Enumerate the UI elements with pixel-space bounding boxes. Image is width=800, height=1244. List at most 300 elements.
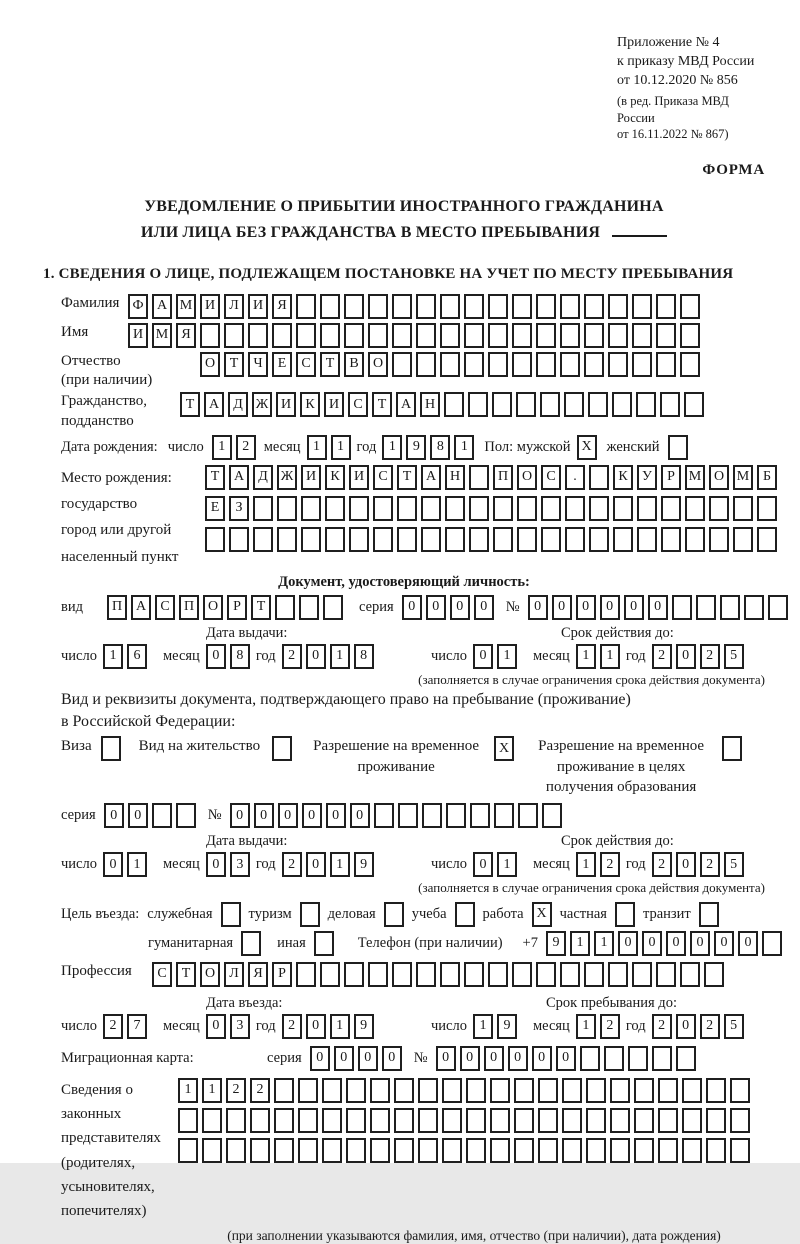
purpose-other-checkbox: [314, 931, 334, 956]
char-cell: [445, 527, 465, 552]
char-cell: [541, 527, 561, 552]
char-cell: [416, 962, 436, 987]
char-cell: [274, 1138, 294, 1163]
char-cell: 1: [127, 852, 147, 877]
char-cell: [466, 1108, 486, 1133]
char-cell: [512, 352, 532, 377]
char-cell: К: [325, 465, 345, 490]
option-visa-checkbox: [101, 736, 121, 761]
char-cell: [536, 962, 556, 987]
char-cell: [398, 803, 418, 828]
char-cell: [685, 496, 705, 521]
doc-expiry-dategroup: [431, 644, 744, 669]
doc-issue-month-cells: [206, 644, 250, 669]
residence-expiry-note: (заполняется в случае ограничения срока действия документа): [418, 880, 765, 896]
char-cell: [178, 1108, 198, 1133]
representatives-label-line3: представителях: [61, 1130, 161, 1147]
char-cell: [720, 595, 740, 620]
entry-dates: [61, 995, 765, 1039]
representatives-label-line1: Сведения о: [61, 1081, 133, 1098]
char-cell: [346, 1108, 366, 1133]
char-cell: 2: [700, 1014, 720, 1039]
month-label: месяц: [263, 438, 301, 455]
char-cell: [370, 1108, 390, 1133]
purpose-work-label: работа: [482, 905, 524, 922]
char-cell: [277, 496, 297, 521]
char-cell: .: [565, 465, 585, 490]
representatives-label: [61, 1078, 178, 1224]
char-cell: А: [229, 465, 249, 490]
char-cell: [704, 962, 724, 987]
char-cell: 8: [230, 644, 250, 669]
char-cell: [272, 323, 292, 348]
char-cell: С: [348, 392, 368, 417]
char-cell: [322, 1108, 342, 1133]
char-cell: 1: [330, 644, 350, 669]
char-cell: Ч: [248, 352, 268, 377]
char-cell: 3: [230, 1014, 250, 1039]
char-cell: [490, 1078, 510, 1103]
char-cell: Р: [272, 962, 292, 987]
char-cell: [565, 527, 585, 552]
char-cell: 1: [331, 435, 351, 460]
char-cell: 9: [354, 1014, 374, 1039]
char-cell: Т: [180, 392, 200, 417]
char-cell: [538, 1078, 558, 1103]
char-cell: 5: [724, 852, 744, 877]
char-cell: 0: [714, 931, 734, 956]
char-cell: [464, 323, 484, 348]
char-cell: 1: [382, 435, 402, 460]
char-cell: [226, 1138, 246, 1163]
identity-doc-row: [61, 595, 765, 620]
option-residence-permit: [139, 736, 292, 761]
form-title-line1: УВЕДОМЛЕНИЕ О ПРИБЫТИИ ИНОСТРАННОГО ГРАЖДАНИНА: [144, 198, 664, 215]
char-cell: 1: [330, 852, 350, 877]
char-cell: [564, 392, 584, 417]
birth-place-label: [61, 465, 205, 570]
char-cell: 0: [600, 595, 620, 620]
char-cell: А: [131, 595, 151, 620]
char-cell: 0: [254, 803, 274, 828]
birth-place-block: [61, 465, 772, 570]
char-cell: [442, 1138, 462, 1163]
char-cell: 0: [576, 595, 596, 620]
entry-year-cells: [282, 1014, 374, 1039]
char-cell: [682, 1138, 702, 1163]
char-cell: Я: [272, 294, 292, 319]
char-cell: И: [128, 323, 148, 348]
year-label: год: [255, 1017, 276, 1034]
char-cell: С: [152, 962, 172, 987]
char-cell: [680, 323, 700, 348]
doc-issue-day-cells: [103, 644, 147, 669]
char-cell: [368, 323, 388, 348]
profession-cells: [152, 962, 724, 987]
option-visa-label: Виза: [61, 738, 92, 755]
char-cell: [445, 496, 465, 521]
char-cell: [632, 352, 652, 377]
char-cell: [346, 1138, 366, 1163]
char-cell: Ж: [277, 465, 297, 490]
doc-expiry-heading: Срок действия до:: [561, 624, 674, 641]
char-cell: [320, 294, 340, 319]
char-cell: [296, 323, 316, 348]
residence-expiry-dategroup: [431, 852, 744, 877]
char-cell: М: [733, 465, 753, 490]
char-cell: Т: [176, 962, 196, 987]
char-cell: [584, 323, 604, 348]
char-cell: [442, 1078, 462, 1103]
char-cell: [464, 294, 484, 319]
doc-issue-year-cells: [282, 644, 374, 669]
char-cell: 0: [676, 1014, 696, 1039]
char-cell: [661, 527, 681, 552]
birth-place-cells-row3: [205, 527, 777, 552]
char-cell: [584, 962, 604, 987]
entry-purpose-row: [61, 902, 765, 927]
char-cell: 1: [594, 931, 614, 956]
char-cell: 0: [556, 1046, 576, 1071]
char-cell: О: [709, 465, 729, 490]
doc-type-label: вид: [61, 598, 83, 615]
option-temp-residence-label: Разрешение на временное проживание: [313, 738, 480, 775]
char-cell: А: [204, 392, 224, 417]
char-cell: [296, 962, 316, 987]
char-cell: [493, 496, 513, 521]
char-cell: 9: [497, 1014, 517, 1039]
char-cell: 0: [104, 803, 124, 828]
char-cell: 0: [552, 595, 572, 620]
char-cell: И: [324, 392, 344, 417]
char-cell: 2: [236, 435, 256, 460]
stay-until-heading: Срок пребывания до:: [546, 994, 677, 1011]
citizenship-label: [61, 392, 180, 432]
char-cell: [516, 392, 536, 417]
doc-series-cells: [402, 595, 494, 620]
char-cell: [468, 392, 488, 417]
char-cell: Р: [227, 595, 247, 620]
char-cell: Ф: [128, 294, 148, 319]
day-label: число: [61, 647, 97, 664]
char-cell: 0: [358, 1046, 378, 1071]
representatives-block: [61, 1078, 765, 1224]
year-label: год: [255, 856, 276, 873]
char-cell: [709, 496, 729, 521]
citizenship-label-line2: подданство: [61, 412, 134, 429]
char-cell: [323, 595, 343, 620]
char-cell: 0: [508, 1046, 528, 1071]
char-cell: Б: [757, 465, 777, 490]
char-cell: 1: [473, 1014, 493, 1039]
day-label: число: [431, 856, 467, 873]
char-cell: [418, 1108, 438, 1133]
char-cell: [560, 294, 580, 319]
char-cell: [586, 1108, 606, 1133]
char-cell: [680, 294, 700, 319]
char-cell: О: [200, 352, 220, 377]
residence-issue-day-cells: [103, 852, 147, 877]
surname-row: [61, 294, 765, 319]
birth-place-cells-row1: [205, 465, 777, 490]
char-cell: 0: [302, 803, 322, 828]
char-cell: 0: [310, 1046, 330, 1071]
char-cell: [584, 352, 604, 377]
char-cell: С: [296, 352, 316, 377]
char-cell: [608, 323, 628, 348]
char-cell: 2: [282, 852, 302, 877]
char-cell: [298, 1138, 318, 1163]
char-cell: 0: [473, 644, 493, 669]
char-cell: Н: [445, 465, 465, 490]
char-cell: Я: [176, 323, 196, 348]
char-cell: [744, 595, 764, 620]
residence-issue-month-cells: [206, 852, 250, 877]
char-cell: [277, 527, 297, 552]
stay-month-cells: [576, 1014, 620, 1039]
day-label: число: [431, 647, 467, 664]
char-cell: 1: [178, 1078, 198, 1103]
char-cell: [536, 294, 556, 319]
char-cell: [610, 1138, 630, 1163]
purpose-tourism-checkbox: [300, 902, 320, 927]
char-cell: 2: [282, 1014, 302, 1039]
entry-date-dategroup: [61, 1014, 401, 1039]
char-cell: М: [152, 323, 172, 348]
migration-number-label: №: [413, 1049, 428, 1066]
char-cell: [299, 595, 319, 620]
residence-number-label: №: [207, 807, 222, 824]
option-temp-residence-checkbox: X: [494, 736, 514, 761]
char-cell: [176, 803, 196, 828]
char-cell: И: [349, 465, 369, 490]
char-cell: 0: [306, 644, 326, 669]
entry-date-heading: Дата въезда:: [206, 994, 283, 1011]
char-cell: 7: [127, 1014, 147, 1039]
representatives-cells-row2: [178, 1108, 750, 1133]
char-cell: О: [200, 962, 220, 987]
surname-label: Фамилия: [61, 294, 120, 311]
representatives-cells-row3: [178, 1138, 750, 1163]
day-label: число: [61, 1017, 97, 1034]
char-cell: [652, 1046, 672, 1071]
char-cell: [660, 392, 680, 417]
char-cell: Т: [224, 352, 244, 377]
char-cell: [512, 294, 532, 319]
char-cell: [464, 962, 484, 987]
char-cell: 1: [454, 435, 474, 460]
doc-expiry-month-cells: [576, 644, 620, 669]
char-cell: [490, 1108, 510, 1133]
char-cell: [394, 1108, 414, 1133]
representatives-label-line4: (родителях,: [61, 1154, 136, 1171]
representatives-label-line2: законных: [61, 1106, 122, 1123]
char-cell: [275, 595, 295, 620]
representatives-cell-rows: [178, 1078, 750, 1168]
char-cell: [466, 1138, 486, 1163]
char-cell: [709, 527, 729, 552]
char-cell: [512, 323, 532, 348]
char-cell: 5: [724, 644, 744, 669]
char-cell: [418, 1078, 438, 1103]
char-cell: П: [493, 465, 513, 490]
purpose-official-checkbox: [221, 902, 241, 927]
residence-doc-dates: [61, 833, 765, 877]
char-cell: [628, 1046, 648, 1071]
residence-expiry-heading: Срок действия до:: [561, 833, 674, 850]
char-cell: 0: [103, 852, 123, 877]
citizenship-label-line1: Гражданство,: [61, 393, 148, 410]
birth-place-label-line2: государство: [61, 496, 138, 513]
char-cell: [178, 1138, 198, 1163]
phone-label: Телефон (при наличии): [357, 934, 503, 951]
char-cell: [682, 1108, 702, 1133]
blank-underline: [612, 220, 667, 237]
char-cell: [344, 962, 364, 987]
char-cell: 8: [354, 644, 374, 669]
year-label: год: [356, 438, 377, 455]
char-cell: И: [248, 294, 268, 319]
char-cell: [253, 496, 273, 521]
char-cell: С: [373, 465, 393, 490]
doc-number-label: №: [505, 598, 520, 615]
char-cell: 1: [576, 852, 596, 877]
option-visa: [61, 736, 121, 761]
char-cell: 0: [473, 852, 493, 877]
identity-doc-heading: Документ, удостоверяющий личность:: [278, 573, 530, 590]
year-label: год: [255, 647, 276, 664]
char-cell: [224, 323, 244, 348]
char-cell: 5: [724, 1014, 744, 1039]
char-cell: [416, 352, 436, 377]
char-cell: [658, 1108, 678, 1133]
char-cell: [488, 962, 508, 987]
purpose-private-label: частная: [559, 905, 607, 922]
char-cell: [608, 962, 628, 987]
char-cell: [589, 527, 609, 552]
option-residence-permit-label: Вид на жительство: [138, 738, 261, 755]
char-cell: [632, 323, 652, 348]
residence-doc-options: [61, 736, 765, 797]
char-cell: 2: [600, 852, 620, 877]
patronymic-label: [61, 352, 200, 392]
purpose-transit-label: транзит: [642, 905, 691, 922]
char-cell: 2: [652, 644, 672, 669]
char-cell: [733, 527, 753, 552]
char-cell: [706, 1078, 726, 1103]
char-cell: [416, 294, 436, 319]
char-cell: [253, 527, 273, 552]
residence-issue-year-cells: [282, 852, 374, 877]
char-cell: 0: [306, 1014, 326, 1039]
purpose-humanitarian-label: гуманитарная: [148, 934, 234, 951]
char-cell: 0: [334, 1046, 354, 1071]
char-cell: [562, 1138, 582, 1163]
birth-date-row: [61, 435, 765, 460]
char-cell: [658, 1138, 678, 1163]
month-label: месяц: [532, 647, 570, 664]
char-cell: Е: [272, 352, 292, 377]
char-cell: [488, 294, 508, 319]
char-cell: О: [517, 465, 537, 490]
char-cell: [368, 962, 388, 987]
residence-expiry-day-cells: [473, 852, 517, 877]
char-cell: 1: [212, 435, 232, 460]
char-cell: Т: [372, 392, 392, 417]
char-cell: П: [107, 595, 127, 620]
month-label: месяц: [162, 647, 200, 664]
residence-series-label: серия: [61, 807, 96, 824]
char-cell: [565, 496, 585, 521]
char-cell: [397, 527, 417, 552]
char-cell: [656, 323, 676, 348]
char-cell: Е: [205, 496, 225, 521]
form-title-line2-text: ИЛИ ЛИЦА БЕЗ ГРАЖДАНСТВА В МЕСТО ПРЕБЫВАНИЯ: [140, 223, 601, 241]
entry-purpose-label: Цель въезда:: [61, 905, 140, 922]
char-cell: 2: [282, 644, 302, 669]
char-cell: [586, 1138, 606, 1163]
char-cell: В: [344, 352, 364, 377]
char-cell: [250, 1108, 270, 1133]
char-cell: [706, 1138, 726, 1163]
char-cell: [538, 1108, 558, 1133]
day-label: число: [61, 856, 97, 873]
char-cell: [680, 352, 700, 377]
birth-place-label-line4: населенный пункт: [61, 548, 179, 565]
month-label: месяц: [532, 856, 570, 873]
purpose-transit-checkbox: [699, 902, 719, 927]
char-cell: 1: [330, 1014, 350, 1039]
month-label: месяц: [162, 856, 200, 873]
char-cell: [494, 803, 514, 828]
day-label: число: [167, 438, 204, 455]
char-cell: 9: [546, 931, 566, 956]
char-cell: [514, 1108, 534, 1133]
char-cell: [349, 527, 369, 552]
char-cell: [762, 931, 782, 956]
char-cell: 3: [230, 852, 250, 877]
char-cell: [392, 323, 412, 348]
header-line-5: от 16.11.2022 № 867): [617, 126, 729, 141]
char-cell: [562, 1108, 582, 1133]
migration-series-label: серия: [267, 1049, 302, 1066]
char-cell: [589, 496, 609, 521]
char-cell: [325, 496, 345, 521]
char-cell: [492, 392, 512, 417]
char-cell: 0: [436, 1046, 456, 1071]
char-cell: [518, 803, 538, 828]
char-cell: [152, 803, 172, 828]
char-cell: 0: [206, 1014, 226, 1039]
char-cell: [656, 962, 676, 987]
char-cell: С: [155, 595, 175, 620]
char-cell: [229, 527, 249, 552]
char-cell: 9: [354, 852, 374, 877]
form-label: ФОРМА: [702, 162, 765, 178]
doc-expiry-col: [431, 625, 744, 669]
char-cell: 2: [652, 1014, 672, 1039]
residence-number-cells: [230, 803, 562, 828]
char-cell: [637, 496, 657, 521]
doc-type-cells: [107, 595, 343, 620]
birth-year-cells: [382, 435, 474, 460]
doc-issue-col: [61, 625, 401, 669]
char-cell: 2: [226, 1078, 246, 1103]
char-cell: 6: [127, 644, 147, 669]
stay-until-col: [431, 995, 744, 1039]
char-cell: 2: [700, 852, 720, 877]
char-cell: Т: [205, 465, 225, 490]
